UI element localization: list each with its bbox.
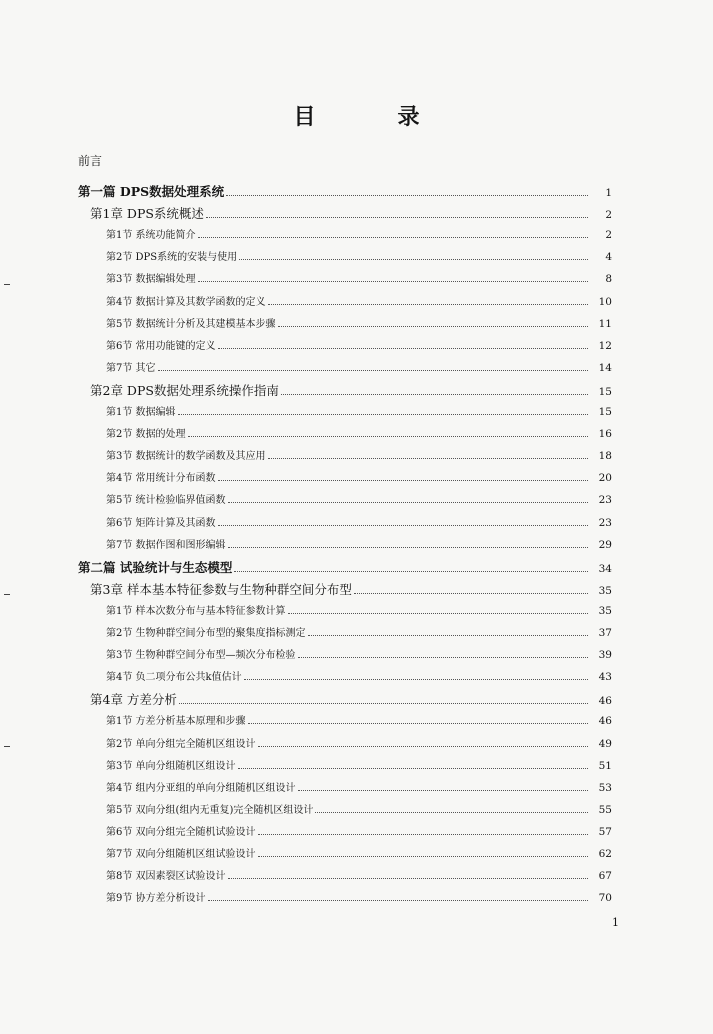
page-number: 1 bbox=[612, 916, 619, 929]
toc-chapter-entry bbox=[90, 580, 612, 598]
toc-entry-label: 第6节 常用功能键的定义 bbox=[106, 340, 216, 352]
toc-entry-page: 18 bbox=[598, 450, 612, 463]
toc-entry-label: 第1节 方差分析基本原理和步骤 bbox=[106, 716, 246, 728]
toc-entry-page: 55 bbox=[598, 803, 612, 816]
toc-section-entry bbox=[106, 226, 612, 241]
toc-entry-page: 57 bbox=[598, 825, 612, 838]
toc-part-entry bbox=[78, 558, 612, 576]
toc-entry-label: 第4节 常用统计分布函数 bbox=[106, 473, 216, 485]
toc-section-entry bbox=[106, 845, 612, 860]
toc-section-entry bbox=[106, 536, 612, 551]
toc-entry-page: 34 bbox=[598, 562, 612, 575]
toc-section-entry bbox=[106, 337, 612, 352]
dot-leader bbox=[288, 606, 588, 614]
dot-leader bbox=[178, 407, 588, 415]
toc-entry-page: 16 bbox=[598, 428, 612, 441]
scan-mark bbox=[4, 594, 10, 595]
toc-entry-label: 第1节 数据编辑 bbox=[106, 407, 176, 418]
toc-entry-label: 第4节 组内分亚组的单向分组随机区组设计 bbox=[106, 782, 296, 794]
dot-leader bbox=[198, 274, 588, 282]
toc-entry-page: 4 bbox=[605, 251, 612, 264]
toc-section-entry bbox=[106, 735, 612, 750]
toc-section-entry bbox=[106, 491, 612, 506]
toc-entry-label: 第3节 数据编辑处理 bbox=[106, 274, 196, 286]
toc-entry-label: 第2节 生物种群空间分布型的聚集度指标测定 bbox=[106, 628, 306, 639]
toc-entry-label: 第7节 数据作图和图形编辑 bbox=[106, 539, 226, 551]
toc-entry-page: 1 bbox=[605, 187, 612, 199]
toc-entry-page: 12 bbox=[598, 339, 612, 352]
dot-leader bbox=[258, 849, 588, 857]
dot-leader bbox=[308, 628, 588, 636]
dot-leader bbox=[278, 319, 588, 327]
toc-entry-page: 67 bbox=[598, 870, 612, 883]
toc-section-entry bbox=[106, 867, 612, 882]
toc-entry-page: 51 bbox=[598, 759, 612, 772]
toc-entry-page: 46 bbox=[598, 695, 612, 708]
dot-leader bbox=[206, 208, 588, 218]
toc-entry-page: 39 bbox=[598, 649, 612, 662]
toc-entry-page: 35 bbox=[598, 584, 612, 597]
toc-section-entry bbox=[106, 359, 612, 374]
toc-section-entry bbox=[106, 293, 612, 308]
toc-entry-page: 20 bbox=[598, 472, 612, 485]
toc-section-entry bbox=[106, 469, 612, 484]
toc-entry-page: 2 bbox=[605, 209, 612, 222]
page-title: 目 录 bbox=[293, 104, 450, 130]
toc-entry-label: 第1节 系统功能简介 bbox=[106, 230, 196, 242]
toc-entry-label: 第2节 DPS系统的安装与使用 bbox=[106, 252, 238, 264]
toc-entry-label: 第1章 DPS系统概述 bbox=[90, 206, 204, 222]
toc-entry-page: 8 bbox=[605, 273, 612, 286]
toc-entry-page: 62 bbox=[598, 848, 612, 860]
toc-section-entry bbox=[106, 514, 612, 529]
toc-entry-label: 第8节 双因素裂区试验设计 bbox=[106, 871, 226, 883]
toc-section-entry bbox=[106, 602, 612, 617]
toc-entry-label: 第7节 双向分组随机区组试验设计 bbox=[106, 849, 256, 860]
dot-leader bbox=[298, 650, 588, 658]
dot-leader bbox=[315, 805, 588, 813]
preface-entry: 前言 bbox=[78, 154, 103, 168]
toc-entry-page: 23 bbox=[598, 516, 612, 529]
toc-entry-page: 14 bbox=[598, 361, 612, 374]
toc-entry-page: 10 bbox=[598, 295, 612, 308]
dot-leader bbox=[281, 385, 588, 395]
toc-entry-label: 第3节 单向分组随机区组设计 bbox=[106, 760, 236, 772]
toc-chapter-entry bbox=[90, 204, 612, 222]
scan-mark bbox=[4, 746, 10, 747]
toc-section-entry bbox=[106, 315, 612, 330]
toc-section-entry bbox=[106, 646, 612, 661]
dot-leader bbox=[234, 562, 588, 572]
toc-section-entry bbox=[106, 779, 612, 794]
toc-section-entry bbox=[106, 889, 612, 904]
dot-leader bbox=[258, 739, 588, 747]
dot-leader bbox=[228, 495, 588, 503]
toc-entry-label: 第3节 生物种群空间分布型—频次分布检验 bbox=[106, 650, 296, 662]
dot-leader bbox=[258, 827, 588, 835]
toc-entry-page: 70 bbox=[598, 892, 612, 905]
dot-leader bbox=[218, 518, 588, 526]
dot-leader bbox=[228, 540, 588, 548]
dot-leader bbox=[248, 716, 588, 724]
toc-entry-label: 第4章 方差分析 bbox=[90, 692, 177, 708]
dot-leader bbox=[354, 584, 588, 594]
toc-entry-page: 43 bbox=[598, 671, 612, 684]
toc-entry-page: 53 bbox=[598, 781, 612, 794]
toc-entry-label: 第3章 样本基本特征参数与生物种群空间分布型 bbox=[90, 581, 352, 597]
dot-leader bbox=[188, 429, 588, 437]
toc-section-entry bbox=[106, 624, 612, 639]
toc-section-entry bbox=[106, 712, 612, 727]
toc-section-entry bbox=[106, 447, 612, 462]
dot-leader bbox=[239, 252, 588, 260]
dot-leader bbox=[298, 783, 588, 791]
dot-leader bbox=[179, 695, 588, 705]
toc-entry-page: 15 bbox=[598, 406, 612, 418]
toc-entry-label: 第2节 数据的处理 bbox=[106, 429, 186, 441]
toc-entry-label: 第2节 单向分组完全随机区组设计 bbox=[106, 738, 256, 750]
toc-chapter-entry bbox=[90, 381, 612, 399]
toc-entry-page: 35 bbox=[598, 604, 612, 617]
toc-entry-page: 29 bbox=[598, 538, 612, 551]
toc-section-entry bbox=[106, 668, 612, 683]
toc-entry-label: 第1节 样本次数分布与基本特征参数计算 bbox=[106, 605, 286, 617]
toc-entry-page: 15 bbox=[598, 385, 612, 398]
toc-entry-label: 第4节 负二项分布公共k值估计 bbox=[106, 672, 242, 684]
toc-entry-label: 第5节 双向分组(组内无重复)完全随机区组设计 bbox=[106, 804, 314, 816]
toc-entry-label: 第2章 DPS数据处理系统操作指南 bbox=[90, 382, 279, 398]
toc-section-entry bbox=[106, 403, 612, 418]
toc-entry-page: 11 bbox=[598, 317, 612, 330]
toc-entry-label: 第5节 数据统计分析及其建模基本步骤 bbox=[106, 318, 276, 330]
dot-leader bbox=[208, 893, 588, 901]
toc-section-entry bbox=[106, 270, 612, 285]
toc-section-entry bbox=[106, 425, 612, 440]
toc-section-entry bbox=[106, 823, 612, 838]
toc-entry-page: 49 bbox=[598, 737, 612, 750]
toc-entry-label: 第3节 数据统计的数学函数及其应用 bbox=[106, 451, 266, 463]
toc-entry-label: 第一篇 DPS数据处理系统 bbox=[78, 184, 225, 199]
dot-leader bbox=[268, 451, 588, 459]
toc-section-entry bbox=[106, 757, 612, 772]
dot-leader bbox=[218, 341, 588, 349]
dot-leader bbox=[268, 297, 588, 305]
dot-leader bbox=[198, 230, 588, 238]
toc-entry-label: 第6节 双向分组完全随机试验设计 bbox=[106, 826, 256, 838]
dot-leader bbox=[226, 186, 588, 196]
toc-entry-page: 46 bbox=[598, 715, 612, 728]
toc-entry-label: 第二篇 试验统计与生态模型 bbox=[78, 559, 233, 575]
dot-leader bbox=[228, 871, 588, 879]
dot-leader bbox=[218, 473, 588, 481]
toc-chapter-entry bbox=[90, 690, 612, 708]
toc-entry-label: 第7节 其它 bbox=[106, 362, 156, 374]
dot-leader bbox=[158, 363, 588, 371]
toc-entry-label: 第4节 数据计算及其数学函数的定义 bbox=[106, 296, 266, 308]
toc-entry-label: 第6节 矩阵计算及其函数 bbox=[106, 517, 216, 529]
dot-leader bbox=[238, 761, 588, 769]
dot-leader bbox=[244, 672, 588, 680]
toc-entry-page: 2 bbox=[605, 229, 612, 242]
scan-mark bbox=[4, 284, 10, 285]
toc-section-entry bbox=[106, 801, 612, 816]
toc-section-entry bbox=[106, 248, 612, 263]
toc-entry-page: 37 bbox=[598, 627, 612, 639]
toc-entry-label: 第5节 统计检验临界值函数 bbox=[106, 495, 226, 507]
toc-part-entry bbox=[78, 182, 612, 200]
toc-entry-page: 23 bbox=[598, 494, 612, 507]
toc-entry-label: 第9节 协方差分析设计 bbox=[106, 893, 206, 905]
